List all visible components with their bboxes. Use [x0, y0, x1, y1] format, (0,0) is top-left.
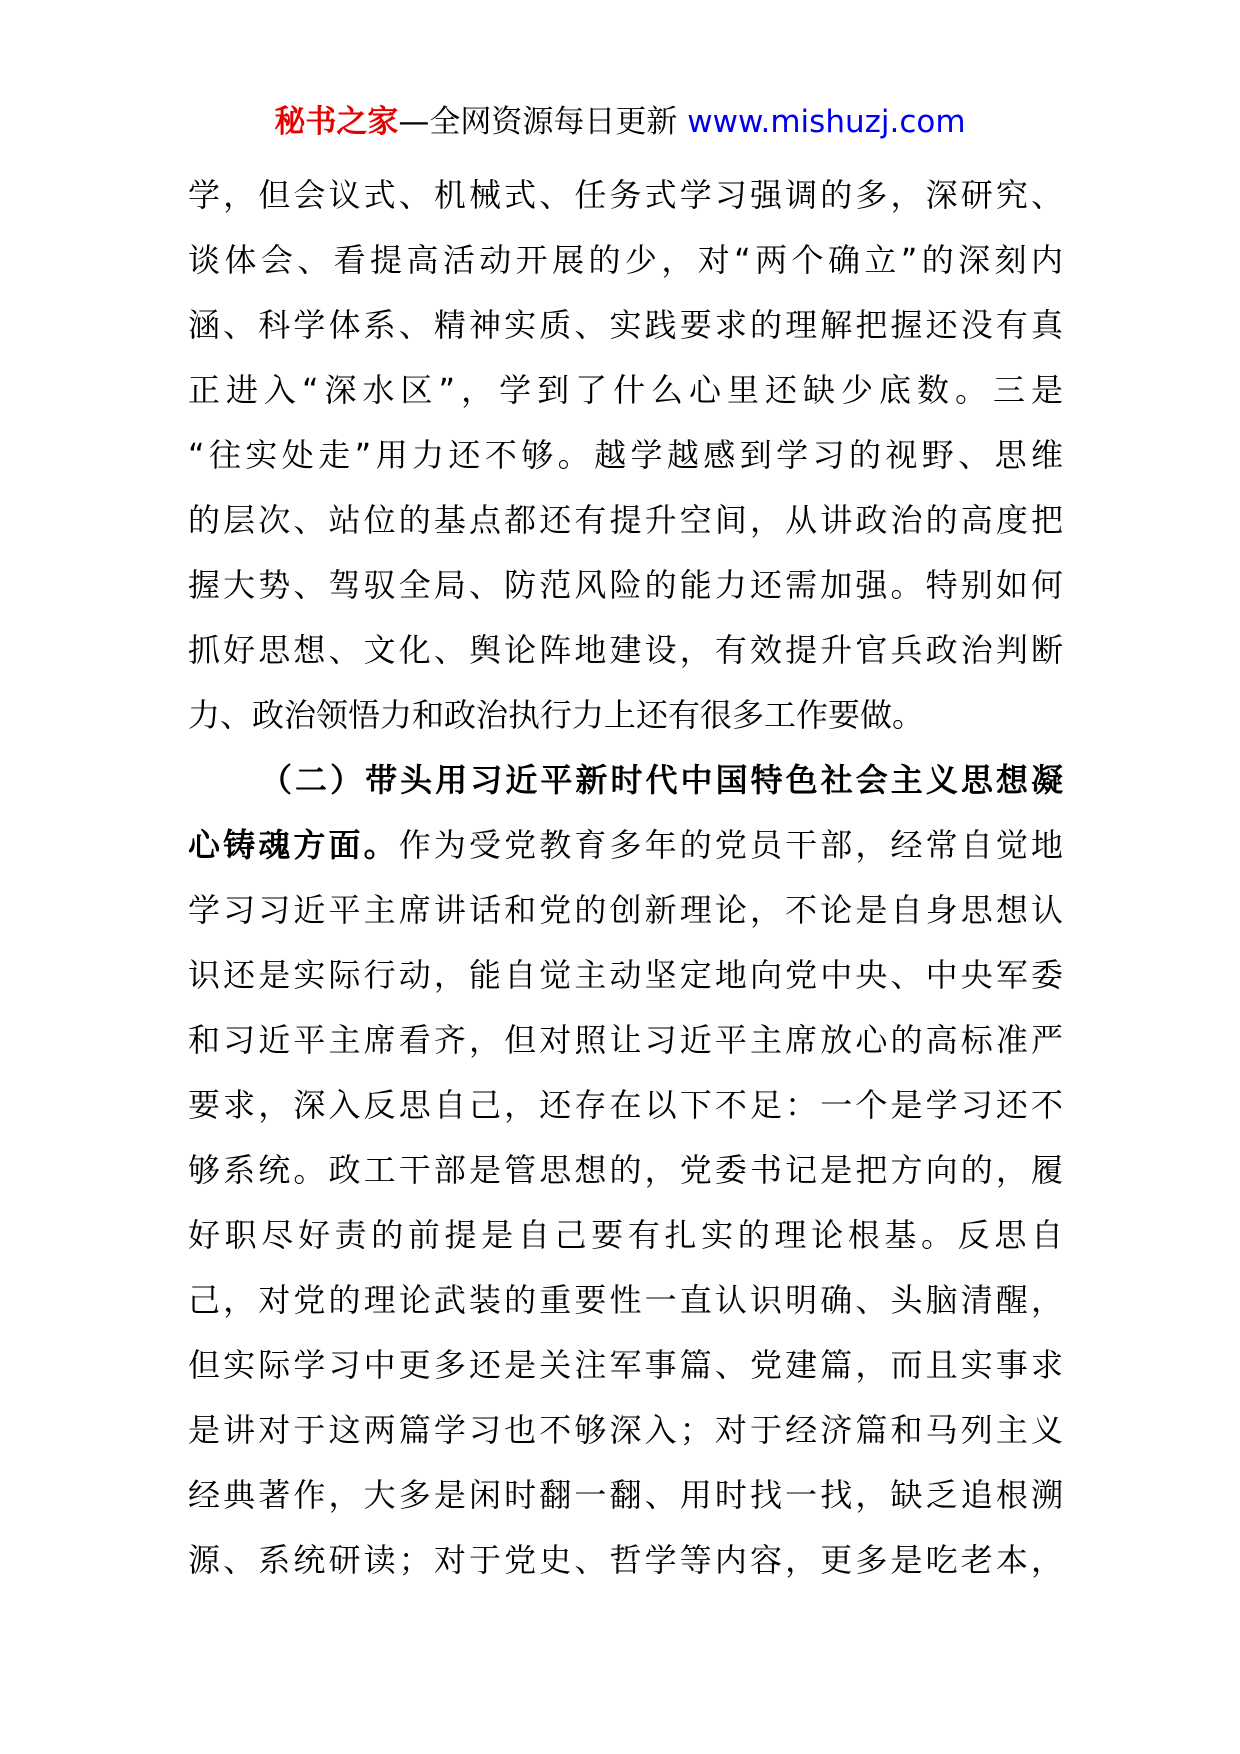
text-line: 好职尽好责的前提是自己要有扎实的理论根基。反思自 [188, 1216, 1063, 1254]
text-line: 学，但会议式、机械式、任务式学习强调的多，深研究、 [188, 176, 1063, 214]
document-body [188, 163, 1063, 1593]
text-line: 够系统。政工干部是管思想的，党委书记是把方向的，履 [188, 1151, 1063, 1189]
text-line: 己，对党的理论武装的重要性一直认识明确、头脑清醒， [188, 1281, 1063, 1319]
text-line: 握大势、驾驭全局、防范风险的能力还需加强。特别如何 [188, 566, 1063, 604]
section-heading: （二）带头用习近平新时代中国特色社会主义思想凝 [260, 761, 1063, 799]
text-line: 源、系统研读；对于党史、哲学等内容，更多是吃老本， [188, 1541, 1063, 1579]
text-line: “往实处走”用力还不够。越学越感到学习的视野、思维 [188, 436, 1063, 474]
text-line: 涵、科学体系、精神实质、实践要求的理解把握还没有真 [188, 306, 1063, 344]
text-line [188, 813, 1063, 878]
text-line: 要求，深入反思自己，还存在以下不足：一个是学习还不 [188, 1086, 1063, 1124]
text-line: 学习习近平主席讲话和党的创新理论，不论是自身思想认 [188, 891, 1063, 929]
text-line: 是讲对于这两篇学习也不够深入；对于经济篇和马列主义 [188, 1411, 1063, 1449]
text-line: 力、政治领悟力和政治执行力上还有很多工作要做。 [188, 696, 925, 734]
text-line-content: 作为受党教育多年的党员干部，经常自觉地 [398, 826, 1063, 864]
text-line: 经典著作，大多是闲时翻一翻、用时找一找，缺乏追根溯 [188, 1476, 1063, 1514]
text-line: 正进入“深水区”，学到了什么心里还缺少底数。三是 [188, 371, 1063, 409]
brand-name: 秘书之家 [274, 104, 399, 140]
section-heading-continuation: 心铸魂方面。 [188, 826, 399, 864]
text-line: 但实际学习中更多还是关注军事篇、党建篇，而且实事求 [188, 1346, 1063, 1384]
text-line: 和习近平主席看齐，但对照让习近平主席放心的高标准严 [188, 1021, 1063, 1059]
text-line: 的层次、站位的基点都还有提升空间，从讲政治的高度把 [188, 501, 1063, 539]
text-line: 抓好思想、文化、舆论阵地建设，有效提升官兵政治判断 [188, 631, 1063, 669]
document-header [0, 100, 1240, 144]
text-line: 谈体会、看提高活动开展的少，对“两个确立”的深刻内 [188, 241, 1063, 279]
website-link[interactable]: www.mishuzj.com [687, 104, 966, 140]
text-line: 识还是实际行动，能自觉主动坚定地向党中央、中央军委 [188, 956, 1063, 994]
header-tagline: —全网资源每日更新 [398, 104, 678, 140]
